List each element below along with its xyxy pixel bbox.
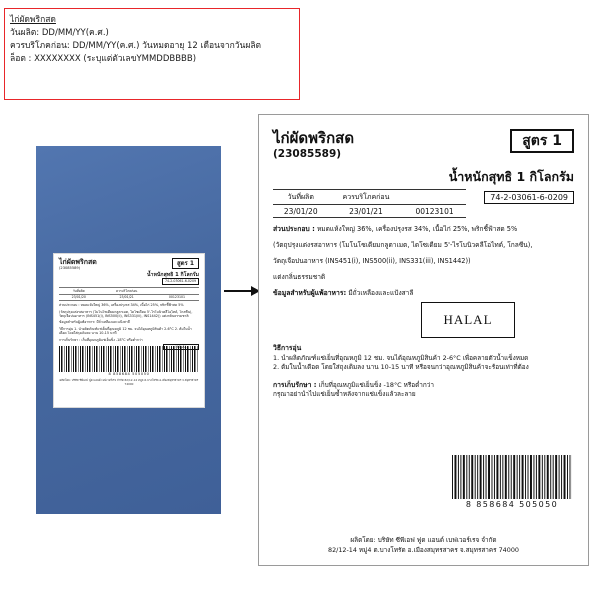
big-label-allergen-text: มีถั่วเหลืองและแป้งสาลี <box>348 289 414 297</box>
small-label-howto: วิธีการอุ่น 1. นำผลิตภัณฑ์แช่เย็นที่อุณหภูมิ 12 ชม. จนได้อุณหภูมิสินค้า 2-6°C 2. ต้มในน้ำเดือด โดยใส่ถุงเดิมลง นาน 10-15 นาที <box>59 326 192 336</box>
big-label-ingredients-text: หมดแห้งใหญ่ 36%, เครื่องปรุงรส 34%, เนื้อไก่ 25%, พริกชี้ฟ้าสด 5% <box>316 225 518 233</box>
big-label-td-lot: 00123101 <box>403 205 465 218</box>
small-label-ingredients: ส่วนประกอบ : หมดแห้งใหญ่ 36%, เครื่องปรุงรส 34%, เนื้อไก่ 25%, พริกชี้ฟ้าสด 5% <box>59 303 184 308</box>
small-label-td-mfg: 23/01/20 <box>59 294 98 300</box>
big-label-howto-heading: วิธีการอุ่น <box>273 344 302 352</box>
small-label-additives: (วัตถุปรุงแต่งรสอาหาร (โมโนโซเดียมกลูตาเมต, ไดโซเดียม 5'-ไรโบนิวคลีโอไทด์, โกลซีน), วัตถุเจือปนอาหาร (INS451(i), INS500(ii), INS331(iii), INS1442)) แต่งกลิ่นธรรมชาติ <box>59 309 193 319</box>
big-label-howto-line-1: 1. นำผลิตภัณฑ์แช่เย็นที่อุณหภูมิ 12 ชม. จนได้อุณหภูมิสินค้า 2-6°C เพื่อคลายตัวน้ำแข็งหมด <box>273 353 529 362</box>
small-label-td-lot: 00123101 <box>155 294 199 300</box>
big-label-product-code: (23085589) <box>273 148 342 160</box>
small-label-barcode-number: 8 858684 505050 <box>108 372 150 377</box>
table-row <box>59 294 199 300</box>
annotation-box <box>4 8 300 100</box>
big-label-ingredients-section <box>273 225 574 234</box>
small-label-header <box>59 258 199 271</box>
big-label-title-block <box>273 129 354 161</box>
big-label-howto-line-2: 2. ต้มในน้ำเดือด โดยใส่ถุงเดิมลง นาน 10-15 นาที หรือจนกว่าอุณหภูมิสินค้าจะร้อนเท่าที่ต้อง <box>273 363 529 371</box>
small-label-storage: การเก็บรักษา : เก็บที่อุณหภูมิแช่เย็นข็ง -18°C หรือต่ำกว่า <box>59 337 143 342</box>
small-label-th-exp: ควรบริโภคก่อน <box>98 288 154 294</box>
big-label-td-exp: 23/01/21 <box>329 205 404 218</box>
manufacturer-address: 82/12-14 หมู่4 ต.บางโทรัด อ.เมืองสมุทรสาคร จ.สมุทรสาคร 74000 <box>328 546 519 554</box>
halal-mark: HALAL <box>421 302 515 338</box>
small-label-product-code: (23085589) <box>59 266 81 270</box>
big-label-additives-text: (วัตถุปรุงแต่งรสอาหาร (โมโนโซเดียมกลูตาเมต, ไดโซเดียม 5'-ไรโบนิวคลีโอไทด์, โกลซีน), <box>273 241 533 249</box>
big-label-storage-heading: การเก็บรักษา : <box>273 380 317 389</box>
big-label-storage-section <box>273 381 460 400</box>
big-label-td-mfg: 23/01/20 <box>273 205 329 218</box>
big-label-th-lot <box>403 190 465 205</box>
big-label-header <box>273 129 574 161</box>
big-label-product-name: ไก่ผัดพริกสด <box>273 129 355 147</box>
annotation-line-mfg: วันผลิต: DD/MM/YY(ค.ศ.) <box>10 28 109 38</box>
barcode <box>452 455 572 499</box>
barcode-number: 8 858684 505050 <box>465 500 559 509</box>
annotation-title: ไก่ผัดพริกสด <box>10 15 56 25</box>
small-label-registration-no: 74-2-03061-6-0209 <box>162 278 199 284</box>
big-label-date-table <box>273 189 466 218</box>
small-label-formula-badge: สูตร 1 <box>172 258 199 269</box>
zoomed-product-label <box>258 114 589 566</box>
big-label-registration-no: 74-2-03061-6-0209 <box>484 191 574 204</box>
big-label-storage-line-2: กรุณาอย่านำไปแช่เย็นซ้ำหลังจากแช่แข็งแล้วละลาย <box>273 390 416 398</box>
small-label-net-weight: น้ำหนักสุทธิ 1 กิโลกรัม <box>147 272 199 278</box>
big-label-allergen-heading: ข้อมูลสำหรับผู้แพ้อาหาร: <box>273 289 347 297</box>
big-label-formula-badge: สูตร 1 <box>510 129 574 153</box>
big-label-preservative-text: วัตถุเจือปนอาหาร (INS451(i), INS500(ii), INS331(iii), INS1442)) <box>273 257 471 265</box>
small-label-title-block <box>59 258 97 271</box>
small-label-th-mfg: วันที่ผลิต <box>59 288 98 294</box>
big-label-allergen-section <box>273 289 574 298</box>
table-row <box>273 205 466 218</box>
big-label-barcode-area <box>452 455 572 509</box>
small-label-halal-mark: HALAL <box>163 344 199 350</box>
annotation-line-lot: ล็อต : XXXXXXXX (ระบุแต่ตัวเลขYMMDDBBBB) <box>10 54 197 64</box>
small-label-td-exp: 23/01/21 <box>98 294 154 300</box>
big-label-storage-line-1: เก็บที่อุณหภูมิแช่เย็นข็ง -18°C หรือต่ำกว่า <box>318 380 434 389</box>
arrow-icon <box>224 285 260 297</box>
small-label-allergen: ข้อมูลสำหรับผู้แพ้อาหาร: มีถั่วเหลืองและแป้งสาลี <box>59 320 130 325</box>
big-label-th-exp: ควรบริโภคก่อน <box>329 190 404 205</box>
small-product-label <box>53 253 205 408</box>
big-label-ingredients-heading: ส่วนประกอบ : <box>273 225 315 233</box>
small-label-date-table <box>59 287 199 301</box>
manufacturer-name: ผลิตโดย: บริษัท ซีพีเอฟ ฟูด แอนด์ เบฟเวอร์เรจ จำกัด <box>350 536 497 544</box>
small-label-product-name: ไก่ผัดพริกสด <box>59 258 97 266</box>
big-label-howto-section <box>273 344 574 373</box>
big-label-th-mfg: วันที่ผลิต <box>273 190 329 205</box>
big-label-footer <box>259 535 588 555</box>
big-label-net-weight: น้ำหนักสุทธิ 1 กิโลกรัม <box>448 169 574 184</box>
big-label-colorant-text: แต่งกลิ่นธรรมชาติ <box>273 273 326 281</box>
table-row <box>273 190 466 205</box>
annotation-line-exp: ควรบริโภคก่อน: DD/MM/YY(ค.ศ.) วันหมดอายุ 12 เดือนจากวันผลิต <box>10 41 262 51</box>
small-label-footer: ผลิตโดย: บริษัท ซีพีเอฟ ฟูด แอนด์ เบฟเวอร์เรจ จำกัด 82/12-14 หมู่4 ต.บางโทรัด อ.เมืองสมุทรสาคร จ.สมุทรสาคร 74000 <box>59 378 199 387</box>
